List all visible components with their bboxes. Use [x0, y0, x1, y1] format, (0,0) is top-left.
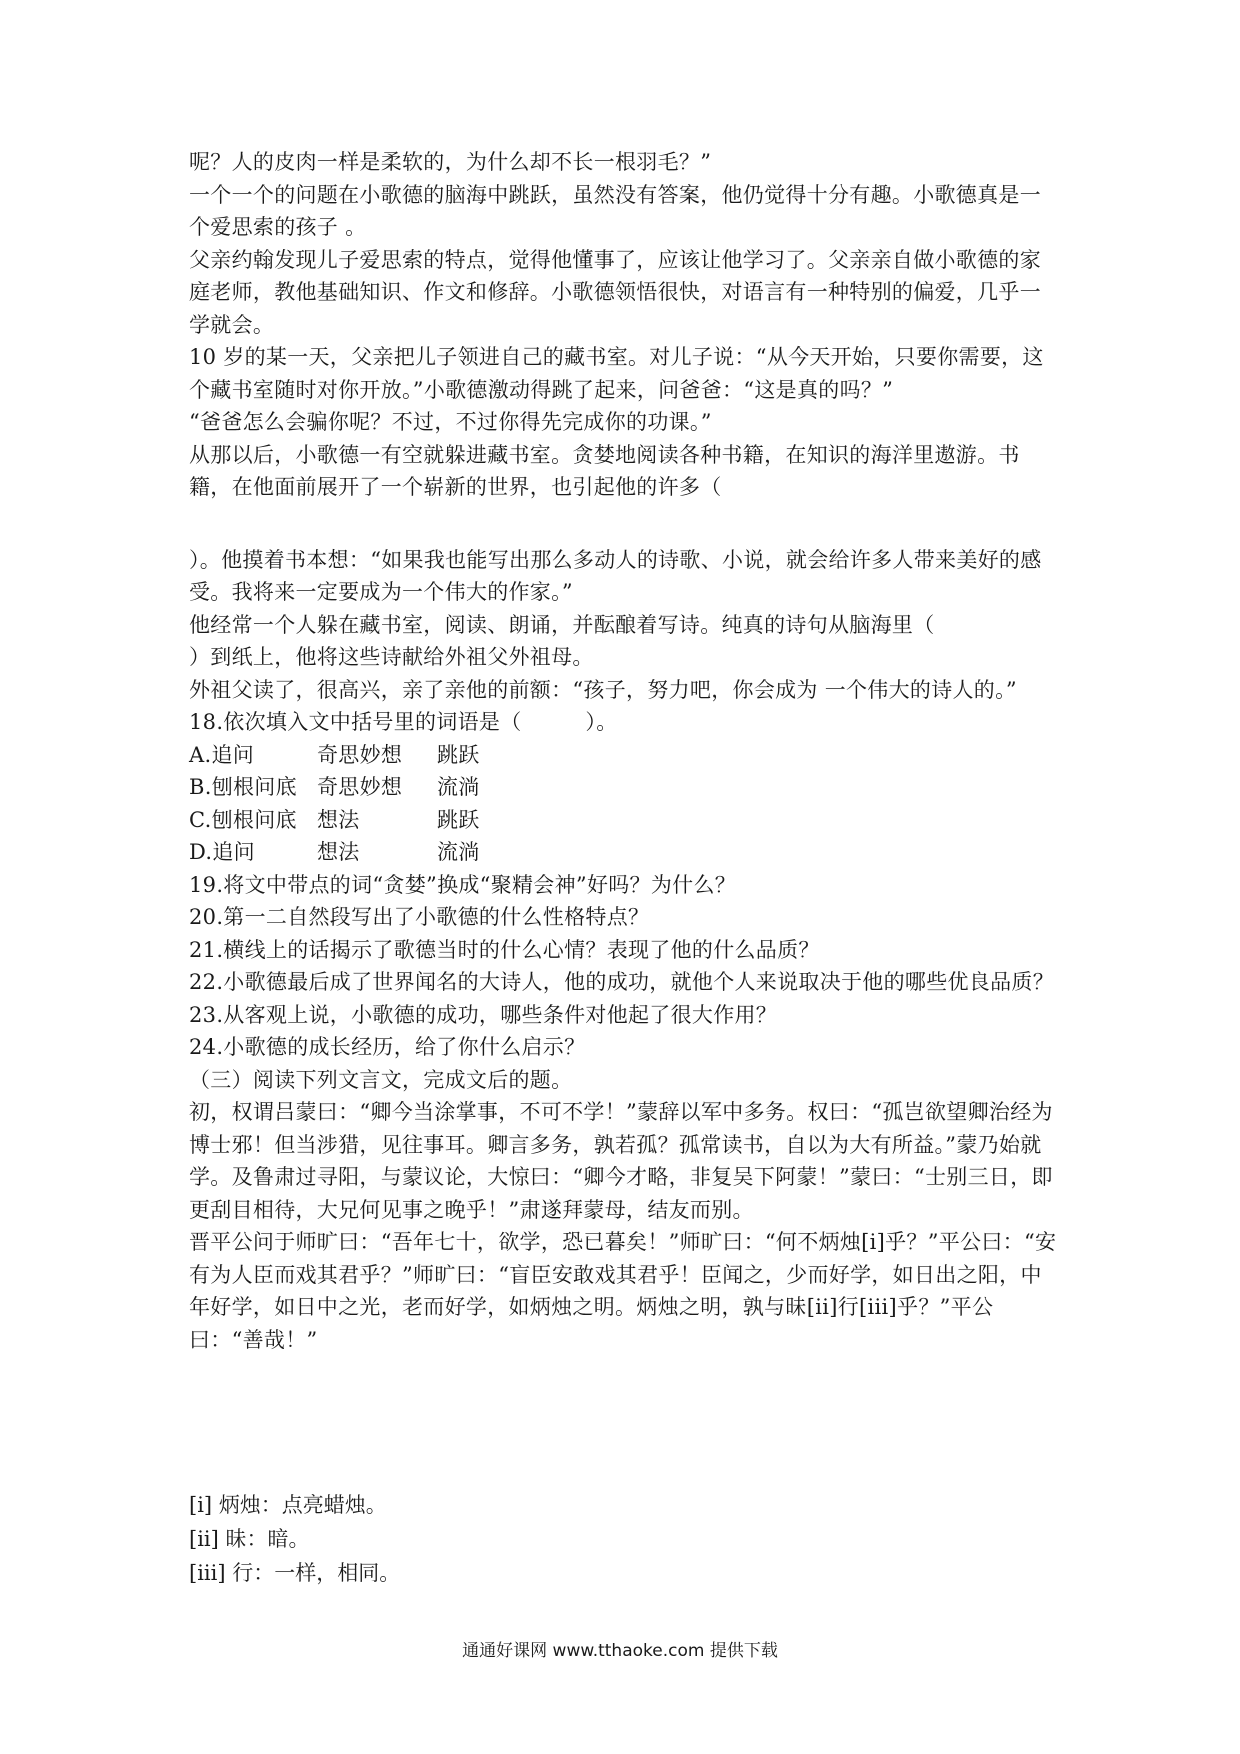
option-a: A.追问 奇思妙想 跳跃 — [189, 742, 480, 767]
paragraph-6: 从那以后，小歌德一有空就躲进藏书室。贪婪地阅读各种书籍，在知识的海洋里遨游。书籍，在他面前展开了一个崭新的世界，也引起他的许多（ — [189, 442, 1020, 499]
footnotes — [189, 1488, 1059, 1590]
option-c: C.刨根问底 想法 跳跃 — [189, 807, 480, 832]
question-21: 21.横线上的话揭示了歌德当时的什么心情？表现了他的什么品质？ — [189, 937, 820, 962]
paragraph-9: 外祖父读了，很高兴，亲了亲他的前额：“孩子，努力吧，你会成为 一个伟大的诗人的。” — [189, 677, 1017, 702]
page-footer: 通通好课网 www.tthaoke.com 提供下载 — [462, 1641, 778, 1661]
paragraph-4: 10 岁的某一天，父亲把儿子领进自己的藏书室。对儿子说：“从今天开始，只要你需要，这个藏书室随时对你开放。”小歌德激动得跳了起来，问爸爸：“这是真的吗？” — [189, 345, 1044, 402]
paragraph-3: 父亲约翰发现儿子爱思索的特点，觉得他懂事了，应该让他学习了。父亲亲自做小歌德的家庭老师，教他基础知识、作文和修辞。小歌德领悟很快，对语言有一种特别的偏爱，几乎一学就会。 — [189, 247, 1041, 337]
paragraph-7: ）。他摸着书本想：“如果我也能写出那么多动人的诗歌、小说，就会给许多人带来美好的感受。我将来一定要成为一个伟大的作家。” — [189, 547, 1042, 604]
footnote-3: [iii] 行：一样，相同。 — [189, 1561, 401, 1585]
question-20: 20.第一二自然段写出了小歌德的什么性格特点？ — [189, 905, 650, 929]
question-19: 19.将文中带点的词“贪婪”换成“聚精会神”好吗？为什么？ — [189, 872, 737, 897]
option-b: B.刨根问底 奇思妙想 流淌 — [189, 775, 480, 799]
section-3-heading: （三）阅读下列文言文，完成文后的题。 — [189, 1067, 573, 1092]
question-24: 24.小歌德的成长经历，给了你什么启示？ — [189, 1035, 586, 1059]
classical-text-1: 初，权谓吕蒙曰：“卿今当涂掌事，不可不学！”蒙辞以军中多务。权曰：“孤岂欲望卿治经为博士邪！但当涉猎，见往事耳。卿言多务，孰若孤？孤常读书，自以为大有所益。”蒙乃始就学。及鲁肃过寻阳，与蒙议论，大惊曰：“卿今才略，非复吴下阿蒙！”蒙曰：“士别三日，即更刮目相待，大兄何见事之晚乎！”肃遂拜蒙母，结友而别。 — [189, 1100, 1053, 1222]
footnote-2: [ii] 昧：暗。 — [189, 1527, 310, 1551]
paragraph-8a: 他经常一个人躲在藏书室，阅读、朗诵，并酝酿着写诗。纯真的诗句从脑海里（ — [189, 612, 935, 637]
question-23: 23.从客观上说，小歌德的成功，哪些条件对他起了很大作用？ — [189, 1002, 778, 1027]
paragraph-2: 一个一个的问题在小歌德的脑海中跳跃，虽然没有答案，他仍觉得十分有趣。小歌德真是一个爱思索的孩子 。 — [189, 182, 1041, 239]
paragraph-8b: ）到纸上，他将这些诗献给外祖父外祖母。 — [189, 645, 594, 669]
question-18: 18.依次填入文中括号里的词语是（ ）。 — [189, 710, 618, 734]
footnote-1: [i] 炳烛：点亮蜡烛。 — [189, 1493, 387, 1517]
classical-text-2: 晋平公问于师旷曰：“吾年七十，欲学，恐已暮矣！”师旷曰：“何不炳烛[i]乎？”平公曰：“安有为人臣而戏其君乎？”师旷曰：“盲臣安敢戏其君乎！臣闻之，少而好学，如日出之阳，中年好学，如日中之光，老而好学，如炳烛之明。炳烛之明，孰与昧[ii]行[iii]乎？”平公曰：“善哉！” — [189, 1230, 1057, 1352]
blank-gap — [189, 504, 1059, 544]
paragraph-1: 呢？人的皮肉一样是柔软的，为什么却不长一根羽毛？” — [189, 150, 712, 174]
question-22: 22.小歌德最后成了世界闻名的大诗人，他的成功，就他个人来说取决于他的哪些优良品质？ — [189, 970, 1054, 994]
paragraph-5: “爸爸怎么会骗你呢？不过，不过你得先完成你的功课。” — [189, 410, 712, 434]
option-d: D.追问 想法 流淌 — [189, 840, 480, 864]
main-text — [189, 146, 1059, 1356]
